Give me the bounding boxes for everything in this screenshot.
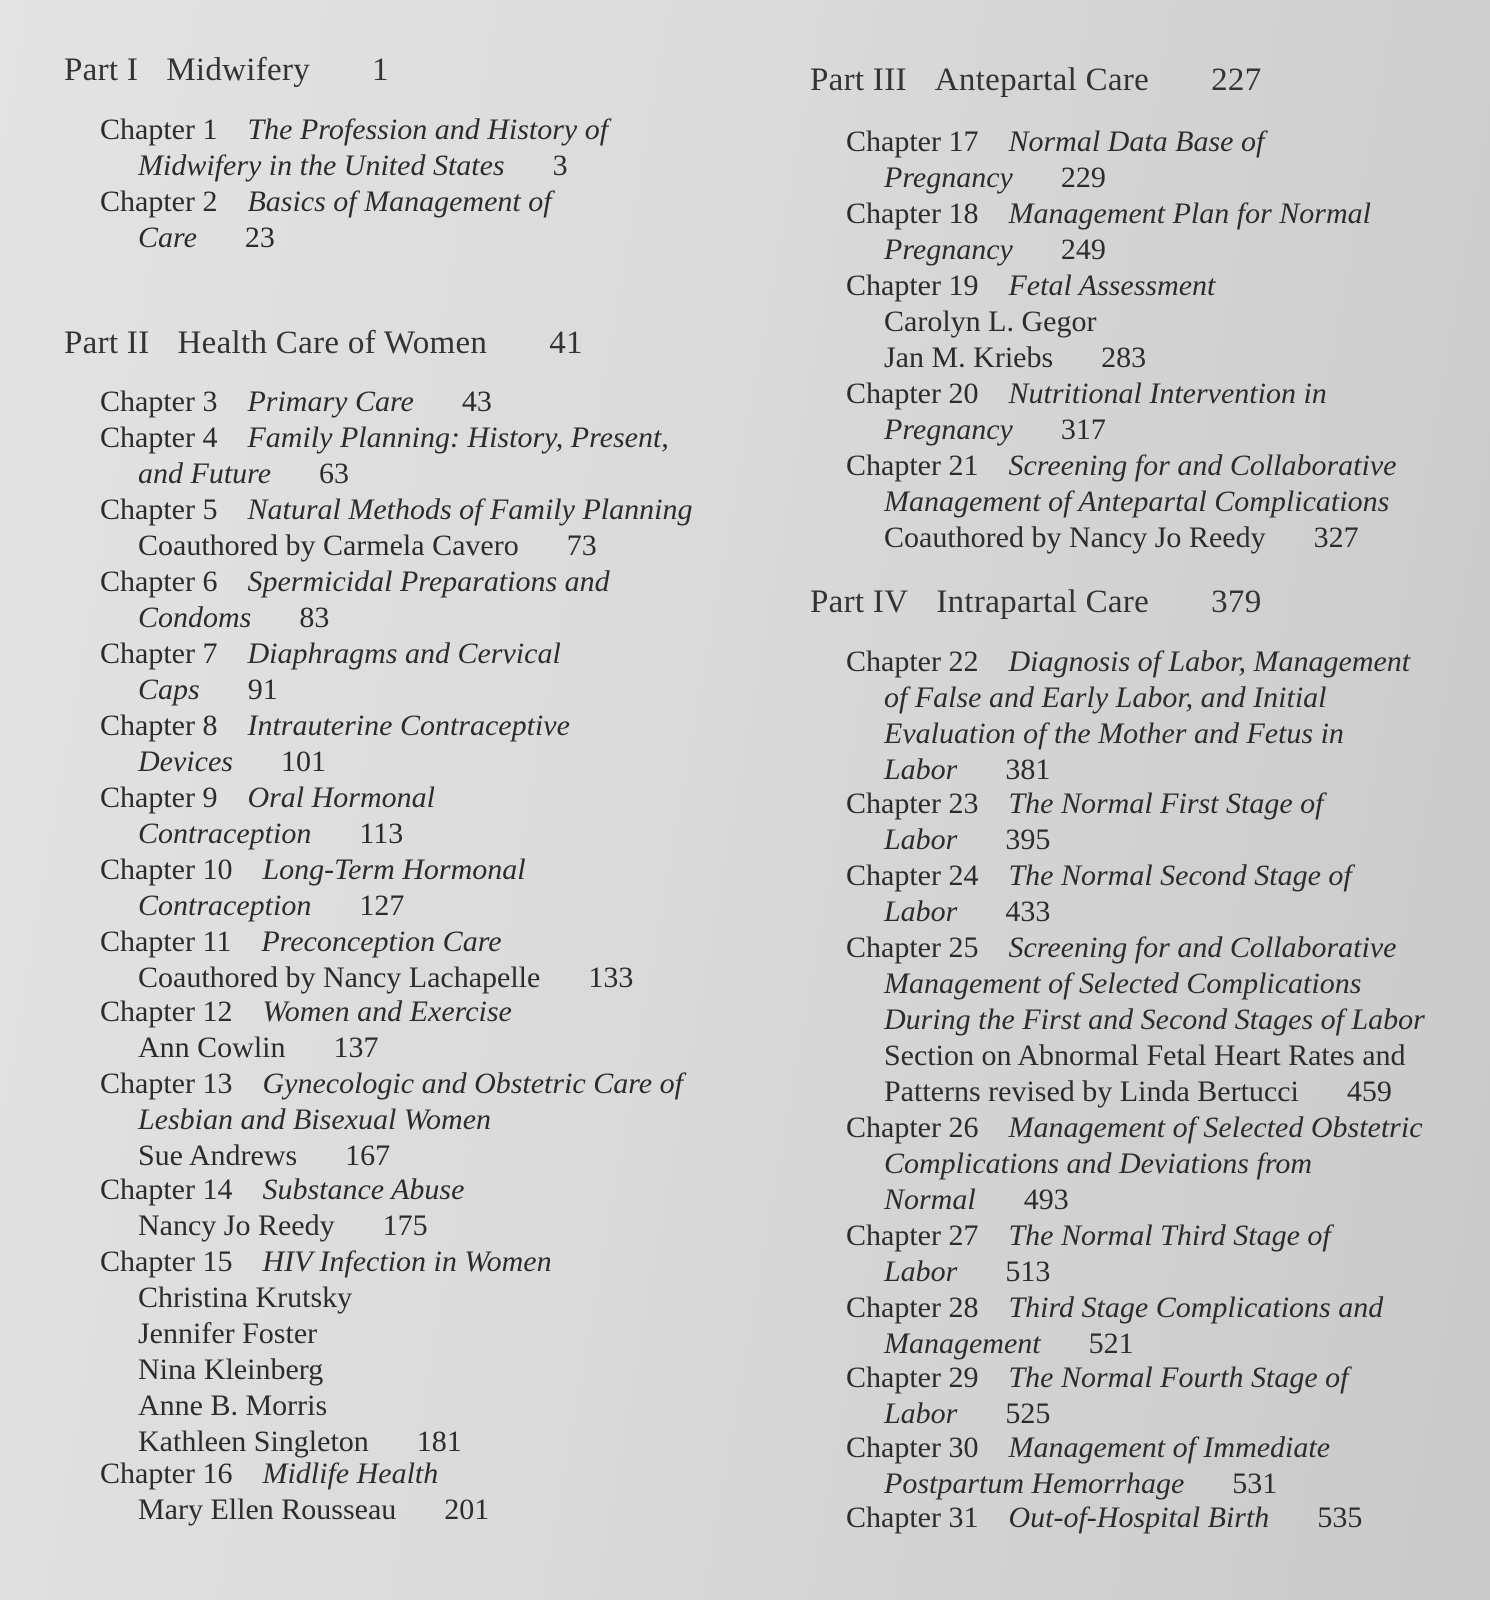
part-page-number: 379 bbox=[1211, 584, 1262, 620]
chapter-title: Condoms bbox=[138, 601, 252, 634]
chapter-title-line bbox=[846, 966, 1425, 1002]
part-label: Part I bbox=[64, 52, 139, 88]
part-heading bbox=[810, 62, 1262, 99]
chapter-label: Chapter 4 bbox=[100, 421, 218, 454]
chapter-title-line bbox=[846, 894, 1352, 930]
chapter-label: Chapter 15 bbox=[100, 1245, 233, 1278]
chapter-title: Nutritional Intervention in bbox=[1008, 377, 1327, 410]
chapter-title-line bbox=[100, 994, 512, 1030]
chapter-title-line bbox=[100, 1456, 489, 1492]
chapter-title-line bbox=[846, 716, 1410, 752]
chapter-label: Chapter 25 bbox=[846, 931, 979, 964]
chapter-title: Basics of Management of bbox=[247, 185, 552, 218]
chapter-entry bbox=[100, 636, 561, 708]
chapter-entry bbox=[100, 924, 633, 996]
chapter-entry bbox=[846, 858, 1352, 930]
chapter-title: Pregnancy bbox=[884, 233, 1013, 266]
chapter-title-line bbox=[846, 1326, 1383, 1362]
chapter-title: Labor bbox=[884, 1255, 958, 1288]
chapter-title-line bbox=[846, 822, 1323, 858]
chapter-title-line bbox=[100, 184, 552, 220]
chapter-label: Chapter 16 bbox=[100, 1457, 233, 1490]
chapter-author: Coauthored by Carmela Cavero bbox=[138, 529, 519, 562]
chapter-entry bbox=[846, 1430, 1330, 1502]
chapter-title-line bbox=[100, 600, 610, 636]
chapter-label: Chapter 13 bbox=[100, 1067, 233, 1100]
chapter-entry bbox=[100, 112, 608, 184]
chapter-page-number: 317 bbox=[1060, 413, 1106, 446]
chapter-title-line bbox=[100, 420, 669, 456]
chapter-page-number: 101 bbox=[280, 745, 326, 778]
chapter-entry bbox=[846, 1290, 1383, 1362]
chapter-page-number: 283 bbox=[1101, 341, 1147, 374]
chapter-page-number: 175 bbox=[382, 1209, 428, 1242]
chapter-author: Mary Ellen Rousseau bbox=[138, 1493, 397, 1526]
chapter-title-line bbox=[100, 148, 608, 184]
chapter-title-line bbox=[100, 384, 492, 420]
chapter-author-line bbox=[100, 960, 633, 996]
chapter-entry bbox=[100, 994, 512, 1066]
chapter-title-line bbox=[100, 492, 692, 528]
chapter-author-line bbox=[846, 520, 1396, 556]
chapter-entry bbox=[846, 124, 1264, 196]
part-page-number: 1 bbox=[372, 52, 389, 88]
chapter-page-number: 181 bbox=[416, 1425, 462, 1458]
chapter-title: The Normal Second Stage of bbox=[1008, 859, 1352, 892]
chapter-title: Labor bbox=[884, 1397, 958, 1430]
chapter-entry bbox=[846, 786, 1323, 858]
chapter-author-line bbox=[100, 1030, 512, 1066]
chapter-page-number: 395 bbox=[1005, 823, 1051, 856]
chapter-title-line bbox=[846, 1466, 1330, 1502]
part-heading bbox=[64, 52, 389, 89]
chapter-entry bbox=[846, 376, 1327, 448]
chapter-title-line bbox=[100, 924, 633, 960]
chapter-author: Carolyn L. Gegor bbox=[884, 305, 1097, 338]
chapter-author-line bbox=[100, 528, 692, 564]
chapter-title: Care bbox=[138, 221, 197, 254]
chapter-title: Screening for and Collaborative bbox=[1008, 931, 1397, 964]
chapter-title: Pregnancy bbox=[884, 413, 1013, 446]
chapter-label: Chapter 31 bbox=[846, 1501, 979, 1534]
part-title: Antepartal Care bbox=[934, 62, 1150, 98]
chapter-label: Chapter 18 bbox=[846, 197, 979, 230]
chapter-page-number: 381 bbox=[1005, 753, 1051, 786]
chapter-author: Jennifer Foster bbox=[138, 1317, 318, 1350]
chapter-label: Chapter 3 bbox=[100, 385, 218, 418]
chapter-title-line bbox=[100, 852, 526, 888]
chapter-title: Labor bbox=[884, 895, 958, 928]
chapter-entry bbox=[846, 1218, 1331, 1290]
chapter-title: Diaphragms and Cervical bbox=[247, 637, 561, 670]
chapter-title-line bbox=[100, 564, 610, 600]
chapter-page-number: 91 bbox=[247, 673, 278, 706]
chapter-title-line bbox=[100, 1102, 683, 1138]
chapter-entry bbox=[846, 196, 1371, 268]
chapter-title-line bbox=[846, 644, 1410, 680]
chapter-title: of False and Early Labor, and Initial bbox=[884, 681, 1327, 714]
chapter-title: During the First and Second Stages of Labor bbox=[884, 1003, 1425, 1036]
chapter-title: Contraception bbox=[138, 817, 312, 850]
chapter-title: Screening for and Collaborative bbox=[1008, 449, 1397, 482]
chapter-author: Nina Kleinberg bbox=[138, 1353, 324, 1386]
chapter-title-line bbox=[846, 1146, 1423, 1182]
chapter-page-number: 73 bbox=[566, 529, 597, 562]
chapter-entry bbox=[100, 420, 669, 492]
chapter-title-line bbox=[100, 816, 435, 852]
chapter-author-line bbox=[100, 1352, 552, 1388]
chapter-page-number: 201 bbox=[444, 1493, 490, 1526]
chapter-title: Normal Data Base of bbox=[1008, 125, 1265, 158]
chapter-title: Spermicidal Preparations and bbox=[247, 565, 610, 598]
chapter-title: The Normal Fourth Stage of bbox=[1008, 1361, 1349, 1394]
chapter-title-line bbox=[846, 930, 1425, 966]
chapter-label: Chapter 7 bbox=[100, 637, 218, 670]
chapter-author: Christina Krutsky bbox=[138, 1281, 353, 1314]
chapter-entry bbox=[846, 1360, 1348, 1432]
chapter-author-line bbox=[100, 1280, 552, 1316]
part-label: Part IV bbox=[810, 584, 909, 620]
chapter-page-number: 133 bbox=[588, 961, 634, 994]
chapter-title-line bbox=[846, 786, 1323, 822]
chapter-title: Evaluation of the Mother and Fetus in bbox=[884, 717, 1344, 750]
chapter-author: Ann Cowlin bbox=[138, 1031, 286, 1064]
chapter-page-number: 23 bbox=[244, 221, 275, 254]
chapter-entry bbox=[846, 1110, 1423, 1218]
chapter-author-line bbox=[846, 340, 1215, 376]
chapter-label: Chapter 26 bbox=[846, 1111, 979, 1144]
chapter-entry bbox=[846, 268, 1215, 376]
chapter-title-line bbox=[846, 232, 1371, 268]
chapter-title: Midlife Health bbox=[262, 1457, 439, 1490]
chapter-title-line bbox=[100, 672, 561, 708]
chapter-label: Chapter 14 bbox=[100, 1173, 233, 1206]
chapter-page-number: 525 bbox=[1005, 1397, 1051, 1430]
chapter-label: Chapter 19 bbox=[846, 269, 979, 302]
chapter-label: Chapter 10 bbox=[100, 853, 233, 886]
chapter-title-line bbox=[100, 888, 526, 924]
part-page-number: 227 bbox=[1211, 62, 1262, 98]
chapter-page-number: 513 bbox=[1005, 1255, 1051, 1288]
chapter-label: Chapter 2 bbox=[100, 185, 218, 218]
part-title: Health Care of Women bbox=[177, 325, 488, 361]
chapter-title: Contraception bbox=[138, 889, 312, 922]
chapter-label: Chapter 23 bbox=[846, 787, 979, 820]
chapter-page-number: 83 bbox=[299, 601, 330, 634]
chapter-title: Labor bbox=[884, 823, 958, 856]
chapter-title-line bbox=[846, 268, 1215, 304]
chapter-label: Chapter 9 bbox=[100, 781, 218, 814]
chapter-label: Chapter 5 bbox=[100, 493, 218, 526]
chapter-title: Intrauterine Contraceptive bbox=[247, 709, 570, 742]
chapter-author: Patterns revised by Linda Bertucci bbox=[884, 1075, 1299, 1108]
chapter-entry bbox=[100, 384, 492, 420]
chapter-author: Coauthored by Nancy Lachapelle bbox=[138, 961, 541, 994]
chapter-title: Women and Exercise bbox=[262, 995, 512, 1028]
chapter-page-number: 63 bbox=[319, 457, 350, 490]
chapter-author-line bbox=[100, 1492, 489, 1528]
chapter-title: Primary Care bbox=[247, 385, 414, 418]
chapter-page-number: 249 bbox=[1060, 233, 1106, 266]
chapter-title: Complications and Deviations from bbox=[884, 1147, 1313, 1180]
chapter-title: Labor bbox=[884, 753, 958, 786]
chapter-page-number: 113 bbox=[359, 817, 404, 850]
chapter-title: Third Stage Complications and bbox=[1008, 1291, 1384, 1324]
chapter-author-line bbox=[100, 1138, 683, 1174]
chapter-title-line bbox=[846, 160, 1264, 196]
chapter-page-number: 535 bbox=[1317, 1501, 1363, 1534]
chapter-entry bbox=[846, 1500, 1362, 1536]
chapter-label: Chapter 8 bbox=[100, 709, 218, 742]
chapter-title-line bbox=[846, 412, 1327, 448]
chapter-label: Chapter 27 bbox=[846, 1219, 979, 1252]
chapter-title-line bbox=[846, 1218, 1331, 1254]
chapter-title: Management of Immediate bbox=[1008, 1431, 1331, 1464]
part-page-number: 41 bbox=[549, 325, 583, 361]
chapter-author-line bbox=[100, 1388, 552, 1424]
chapter-entry bbox=[100, 1244, 552, 1460]
chapter-entry bbox=[100, 852, 526, 924]
chapter-title: Oral Hormonal bbox=[247, 781, 435, 814]
chapter-label: Chapter 21 bbox=[846, 449, 979, 482]
chapter-entry bbox=[100, 1172, 464, 1244]
chapter-title-line bbox=[846, 376, 1327, 412]
chapter-author: Section on Abnormal Fetal Heart Rates and bbox=[884, 1039, 1406, 1072]
chapter-title-line bbox=[846, 196, 1371, 232]
chapter-title-line bbox=[846, 1182, 1423, 1218]
chapter-title: Family Planning: History, Present, bbox=[247, 421, 669, 454]
chapter-title: Caps bbox=[138, 673, 200, 706]
chapter-author: Anne B. Morris bbox=[138, 1389, 328, 1422]
chapter-author-line bbox=[100, 1424, 552, 1460]
chapter-title-line bbox=[846, 680, 1410, 716]
chapter-page-number: 127 bbox=[359, 889, 405, 922]
chapter-title-line bbox=[846, 484, 1396, 520]
chapter-title-line bbox=[100, 708, 570, 744]
chapter-title-line bbox=[100, 636, 561, 672]
chapter-title: Midwifery in the United States bbox=[138, 149, 505, 182]
chapter-entry bbox=[100, 1066, 683, 1174]
chapter-title: Fetal Assessment bbox=[1008, 269, 1216, 302]
chapter-title-line bbox=[100, 220, 552, 256]
chapter-title-line bbox=[846, 1500, 1362, 1536]
chapter-title: Out-of-Hospital Birth bbox=[1008, 1501, 1270, 1534]
chapter-entry bbox=[100, 708, 570, 780]
chapter-title: Normal bbox=[884, 1183, 976, 1216]
chapter-title: Gynecologic and Obstetric Care of bbox=[262, 1067, 683, 1100]
chapter-label: Chapter 1 bbox=[100, 113, 218, 146]
part-title: Midwifery bbox=[166, 52, 311, 88]
chapter-label: Chapter 24 bbox=[846, 859, 979, 892]
chapter-title: Pregnancy bbox=[884, 161, 1013, 194]
chapter-title-line bbox=[846, 1290, 1383, 1326]
chapter-entry bbox=[100, 780, 435, 852]
part-title: Intrapartal Care bbox=[936, 584, 1150, 620]
part-heading bbox=[810, 584, 1262, 621]
chapter-page-number: 521 bbox=[1088, 1327, 1134, 1360]
chapter-author: Sue Andrews bbox=[138, 1139, 298, 1172]
chapter-label: Chapter 28 bbox=[846, 1291, 979, 1324]
chapter-title-line bbox=[846, 1360, 1348, 1396]
chapter-title: HIV Infection in Women bbox=[262, 1245, 552, 1278]
chapter-page-number: 3 bbox=[552, 149, 568, 182]
chapter-title-line bbox=[846, 1254, 1331, 1290]
chapter-title: Natural Methods of Family Planning bbox=[247, 493, 693, 526]
chapter-entry bbox=[846, 930, 1425, 1110]
chapter-title-line bbox=[100, 456, 669, 492]
chapter-title-line bbox=[100, 780, 435, 816]
chapter-title-line bbox=[846, 858, 1352, 894]
part-label: Part II bbox=[64, 325, 150, 361]
chapter-author: Jan M. Kriebs bbox=[884, 341, 1054, 374]
chapter-title: Lesbian and Bisexual Women bbox=[138, 1103, 492, 1136]
chapter-title-line bbox=[846, 1110, 1423, 1146]
chapter-entry bbox=[100, 492, 692, 564]
chapter-title: Postpartum Hemorrhage bbox=[884, 1467, 1185, 1500]
chapter-page-number: 459 bbox=[1346, 1075, 1392, 1108]
chapter-page-number: 167 bbox=[345, 1139, 391, 1172]
chapter-page-number: 327 bbox=[1313, 521, 1359, 554]
chapter-title: Management bbox=[884, 1327, 1041, 1360]
chapter-entry bbox=[100, 184, 552, 256]
part-heading bbox=[64, 325, 583, 362]
chapter-entry bbox=[846, 448, 1396, 556]
chapter-author-line bbox=[846, 304, 1215, 340]
chapter-title-line bbox=[846, 448, 1396, 484]
chapter-title: The Profession and History of bbox=[247, 113, 609, 146]
chapter-label: Chapter 6 bbox=[100, 565, 218, 598]
chapter-title: Management of Selected Complications bbox=[884, 967, 1362, 1000]
chapter-title: and Future bbox=[138, 457, 272, 490]
chapter-entry bbox=[100, 1456, 489, 1528]
chapter-title: Preconception Care bbox=[261, 925, 502, 958]
chapter-title: Management of Antepartal Complications bbox=[884, 485, 1390, 518]
chapter-title-line bbox=[846, 124, 1264, 160]
chapter-title-line bbox=[100, 1066, 683, 1102]
chapter-title: Substance Abuse bbox=[262, 1173, 465, 1206]
chapter-label: Chapter 20 bbox=[846, 377, 979, 410]
chapter-author: Nancy Jo Reedy bbox=[138, 1209, 335, 1242]
chapter-title: The Normal Third Stage of bbox=[1008, 1219, 1331, 1252]
chapter-author-line bbox=[100, 1316, 552, 1352]
chapter-title-line bbox=[846, 1002, 1425, 1038]
chapter-author-line bbox=[846, 1074, 1425, 1110]
chapter-title-line bbox=[100, 744, 570, 780]
chapter-page-number: 531 bbox=[1232, 1467, 1278, 1500]
chapter-author-line bbox=[846, 1038, 1425, 1074]
chapter-title-line bbox=[100, 1172, 464, 1208]
chapter-label: Chapter 30 bbox=[846, 1431, 979, 1464]
chapter-author: Coauthored by Nancy Jo Reedy bbox=[884, 521, 1266, 554]
chapter-page-number: 137 bbox=[333, 1031, 379, 1064]
chapter-label: Chapter 29 bbox=[846, 1361, 979, 1394]
chapter-entry bbox=[100, 564, 610, 636]
chapter-author-line bbox=[100, 1208, 464, 1244]
chapter-title-line bbox=[846, 1396, 1348, 1432]
part-label: Part III bbox=[810, 62, 907, 98]
chapter-entry bbox=[846, 644, 1410, 788]
chapter-title-line bbox=[100, 1244, 552, 1280]
chapter-title: Diagnosis of Labor, Management bbox=[1008, 645, 1411, 678]
chapter-page-number: 229 bbox=[1060, 161, 1106, 194]
chapter-title-line bbox=[100, 112, 608, 148]
chapter-title-line bbox=[846, 1430, 1330, 1466]
chapter-title: Management Plan for Normal bbox=[1008, 197, 1371, 230]
chapter-title: The Normal First Stage of bbox=[1008, 787, 1324, 820]
chapter-label: Chapter 11 bbox=[100, 925, 232, 958]
chapter-title: Management of Selected Obstetric bbox=[1008, 1111, 1423, 1144]
chapter-label: Chapter 12 bbox=[100, 995, 233, 1028]
chapter-label: Chapter 17 bbox=[846, 125, 979, 158]
chapter-label: Chapter 22 bbox=[846, 645, 979, 678]
chapter-page-number: 43 bbox=[461, 385, 492, 418]
chapter-page-number: 433 bbox=[1005, 895, 1051, 928]
chapter-author: Kathleen Singleton bbox=[138, 1425, 369, 1458]
chapter-title-line bbox=[846, 752, 1410, 788]
chapter-title: Devices bbox=[138, 745, 233, 778]
chapter-title: Long-Term Hormonal bbox=[262, 853, 526, 886]
chapter-page-number: 493 bbox=[1023, 1183, 1069, 1216]
